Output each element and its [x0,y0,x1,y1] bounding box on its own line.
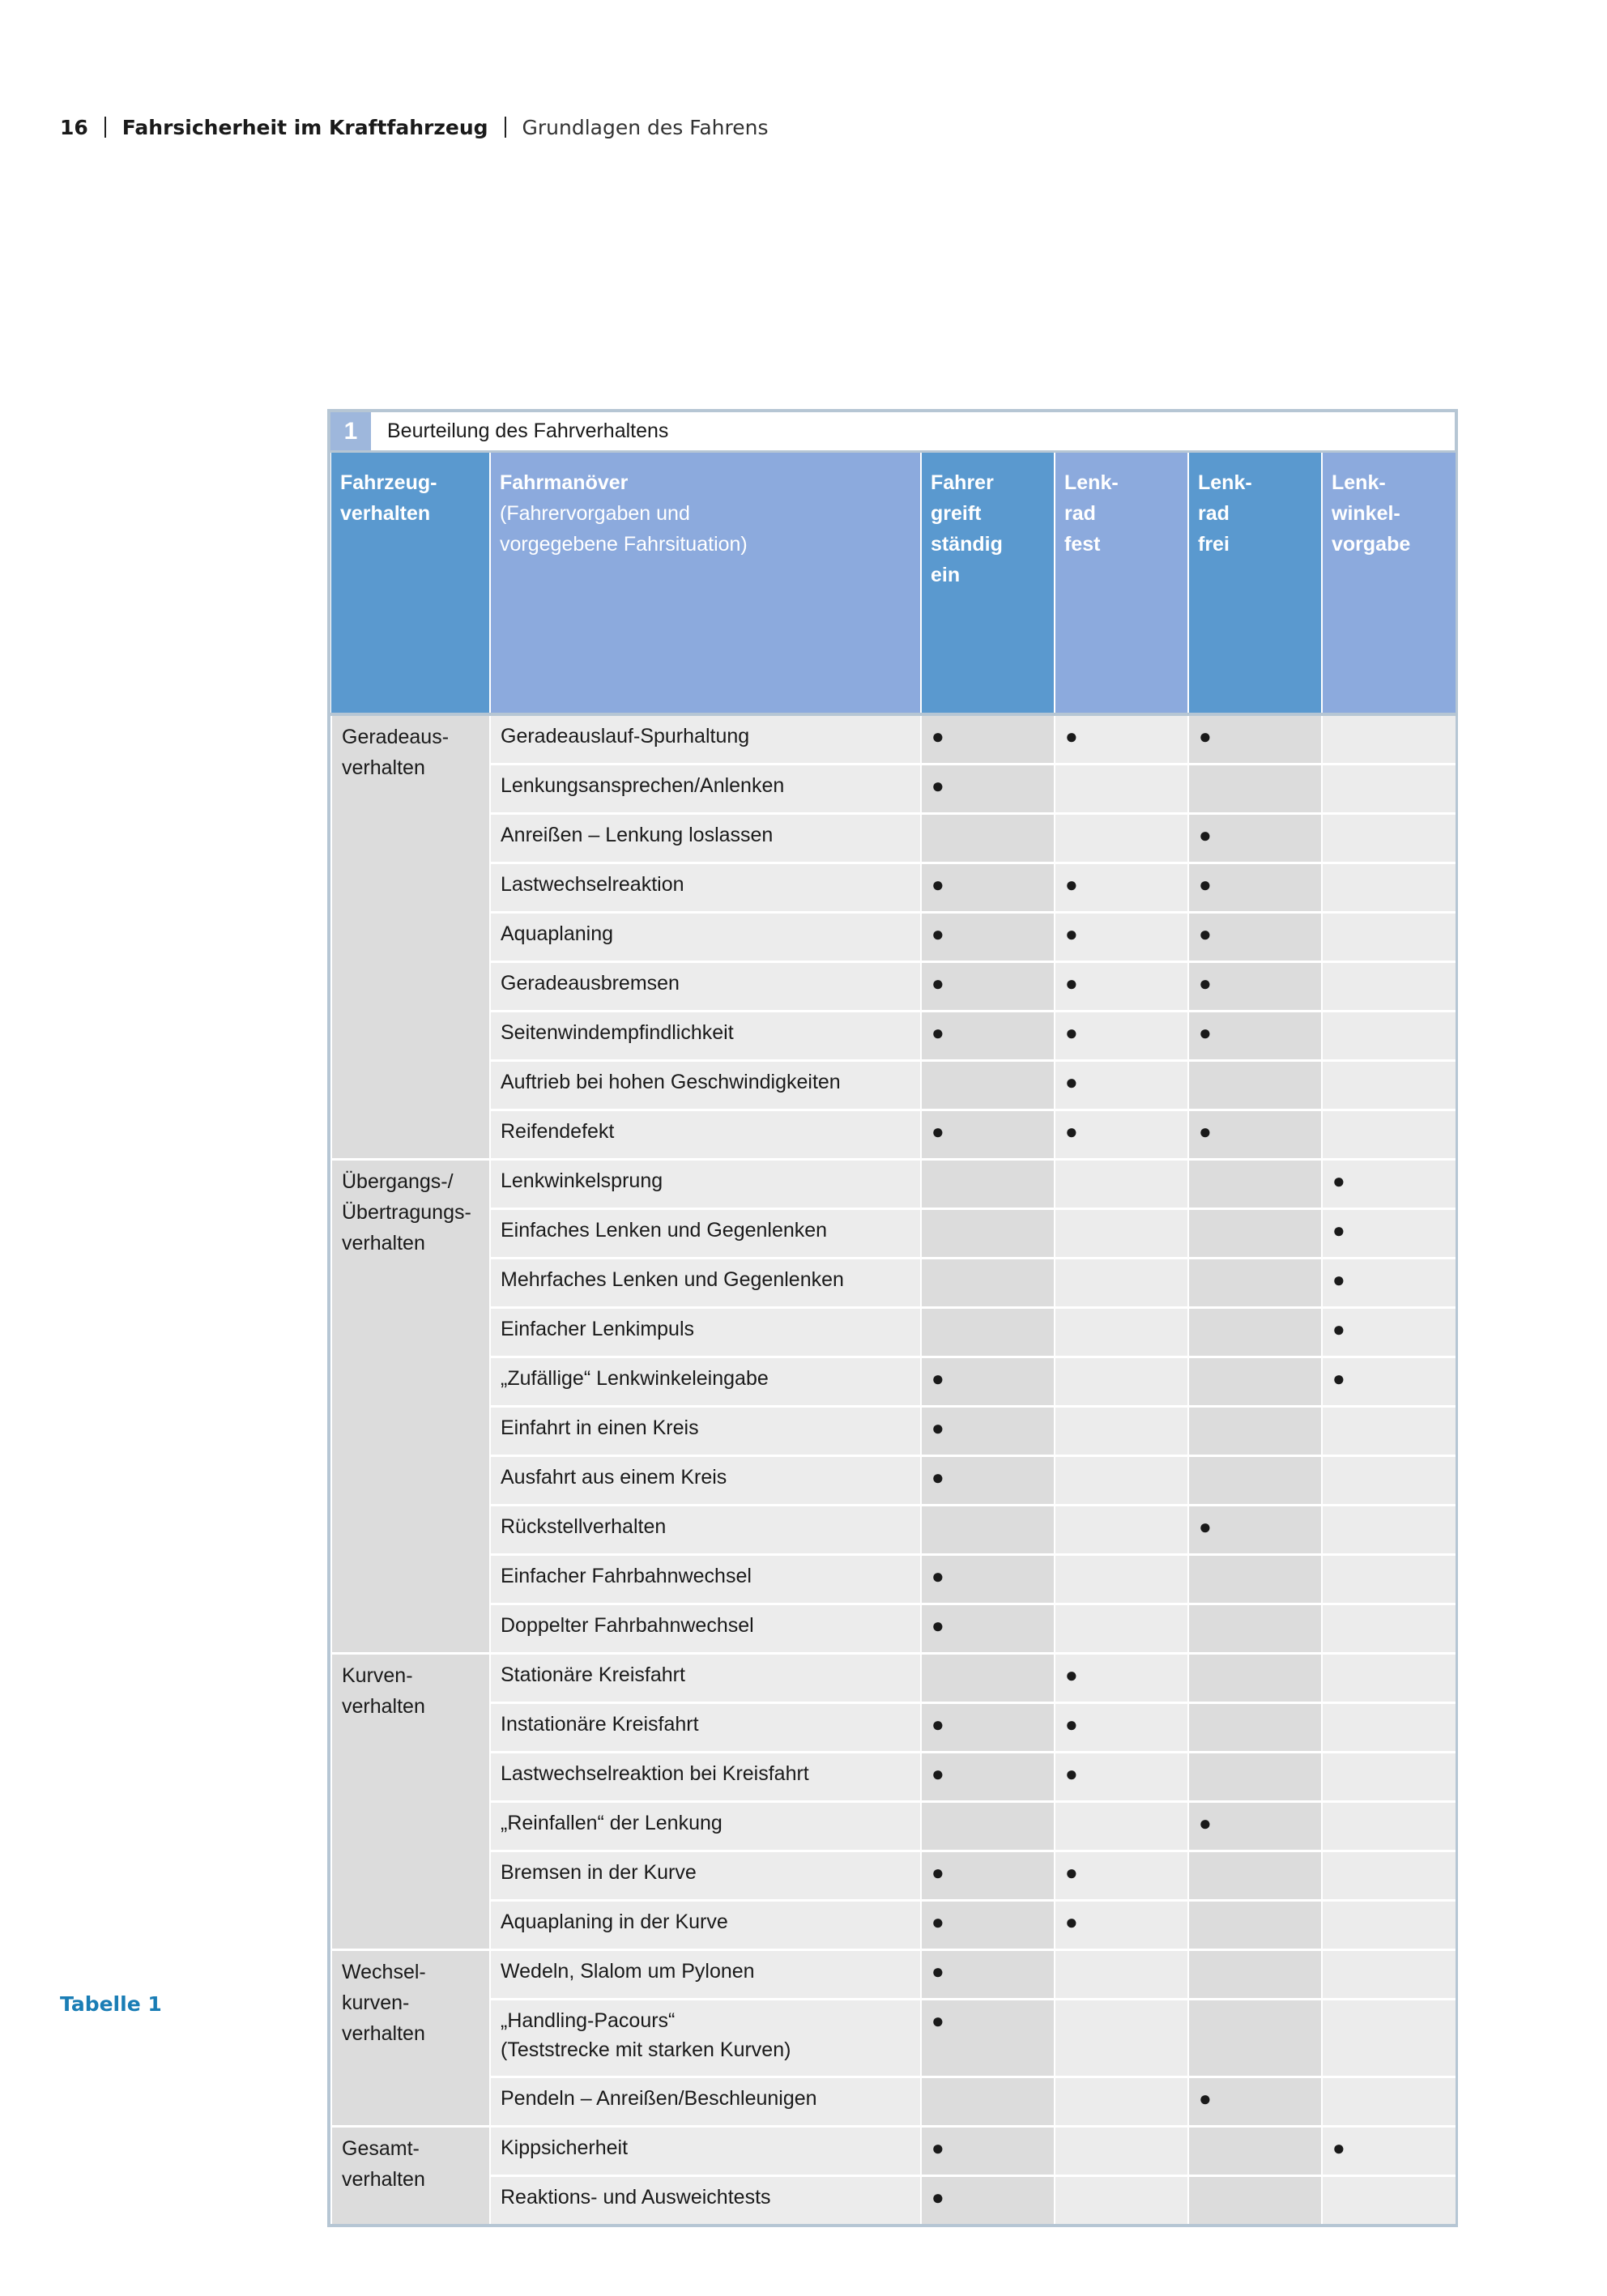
column-header-driver-intervenes: Fahrer greift ständig ein [921,453,1055,714]
group-label: Wechsel- kurven- verhalten [331,1950,490,2127]
mark-cell: ● [1055,913,1188,962]
mark-cell [1188,2176,1322,2225]
mark-cell: ● [921,1753,1055,1802]
mark-cell [1322,1604,1456,1654]
table-row [331,1012,1456,1061]
mark-cell: ● [1055,1753,1188,1802]
maneuver-cell: Einfaches Lenken und Gegenlenken [490,1209,921,1259]
mark-cell [1322,765,1456,814]
table-row [331,2000,1456,2077]
table-title: Beurteilung des Fahrverhaltens [387,420,669,442]
mark-cell [1188,1851,1322,1901]
mark-cell: ● [921,1604,1055,1654]
mark-cell [1188,1456,1322,1506]
mark-cell [1188,2127,1322,2176]
maneuver-cell: Lastwechselreaktion bei Kreisfahrt [490,1753,921,1802]
mark-cell: ● [1055,1901,1188,1950]
mark-cell: ● [1055,1703,1188,1753]
maneuver-cell: Instationäre Kreisfahrt [490,1703,921,1753]
mark-cell [1055,1209,1188,1259]
table-row [331,1308,1456,1357]
mark-cell: ● [921,2127,1055,2176]
maneuver-cell: Mehrfaches Lenken und Gegenlenken [490,1259,921,1308]
mark-cell [1188,1061,1322,1110]
maneuver-cell: Lenkungsansprechen/Anlenken [490,765,921,814]
header-row [331,453,1456,714]
maneuver-cell: Geradeausbremsen [490,962,921,1012]
mark-cell [1055,765,1188,814]
mark-cell [1188,1407,1322,1456]
mark-cell [1188,1357,1322,1407]
mark-cell [1322,1753,1456,1802]
mark-cell [1322,1555,1456,1604]
column-header-wheel-free: Lenk- rad frei [1188,453,1322,714]
mark-cell [1055,1950,1188,2000]
mark-cell: ● [1322,1308,1456,1357]
evaluation-table [327,409,1458,2227]
table-row [331,765,1456,814]
maneuver-cell: Reaktions- und Ausweichtests [490,2176,921,2225]
mark-cell [1055,814,1188,863]
table-row [331,814,1456,863]
mark-cell [1188,1901,1322,1950]
mark-cell: ● [921,714,1055,765]
table-row [331,913,1456,962]
mark-cell: ● [921,1901,1055,1950]
maneuver-cell: Einfahrt in einen Kreis [490,1407,921,1456]
mark-cell [1188,2000,1322,2077]
mark-cell: ● [1055,1851,1188,1901]
mark-cell [1055,2000,1188,2077]
mark-cell: ● [921,1555,1055,1604]
mark-cell: ● [1188,814,1322,863]
mark-cell: ● [1055,714,1188,765]
table-row [331,1259,1456,1308]
maneuver-cell: Seitenwindempfindlichkeit [490,1012,921,1061]
mark-cell [1055,1456,1188,1506]
maneuver-cell: Pendeln – Anreißen/Beschleunigen [490,2077,921,2127]
running-header [60,114,769,142]
maneuver-cell: Rückstellverhalten [490,1506,921,1555]
mark-cell [1322,962,1456,1012]
group-label: Kurven- verhalten [331,1654,490,1950]
mark-cell [1055,1407,1188,1456]
table-row [331,1802,1456,1851]
table-row [331,1901,1456,1950]
mark-cell [921,1259,1055,1308]
mark-cell [921,1308,1055,1357]
mark-cell [1188,1308,1322,1357]
mark-cell: ● [1322,1259,1456,1308]
table-row [331,1604,1456,1654]
table-row [331,714,1456,765]
mark-cell: ● [921,962,1055,1012]
mark-cell: ● [921,2176,1055,2225]
book-title: Fahrsicherheit im Kraftfahrzeug [121,116,488,139]
group-label: Geradeaus- verhalten [331,714,490,1160]
mark-cell: ● [921,863,1055,913]
mark-cell: ● [1055,1061,1188,1110]
mark-cell: ● [921,1407,1055,1456]
mark-cell [1322,1802,1456,1851]
mark-cell [921,2077,1055,2127]
mark-cell [1055,1555,1188,1604]
maneuver-cell: „Zufällige“ Lenkwinkeleingabe [490,1357,921,1407]
mark-cell: ● [1188,1110,1322,1160]
mark-cell [1322,1506,1456,1555]
table-row [331,1703,1456,1753]
mark-cell [921,1160,1055,1209]
column-header-vehicle-behaviour: Fahrzeug- verhalten [331,453,490,714]
mark-cell [921,1209,1055,1259]
group-label: Gesamt- verhalten [331,2127,490,2225]
mark-cell [1055,1308,1188,1357]
mark-cell: ● [921,1851,1055,1901]
table-row [331,2176,1456,2225]
table-row [331,1407,1456,1456]
mark-cell: ● [921,1110,1055,1160]
mark-cell [921,1654,1055,1703]
mark-cell [921,1061,1055,1110]
column-header-wheel-fixed: Lenk- rad fest [1055,453,1188,714]
mark-cell [1188,1753,1322,1802]
mark-cell: ● [1322,1357,1456,1407]
mark-cell [1188,1259,1322,1308]
table-row [331,2127,1456,2176]
column-header-maneuver: Fahrmanöver (Fahrervorgaben und vorgegebene Fahrsituation) [490,453,921,714]
mark-cell [1055,2127,1188,2176]
maneuver-cell: Geradeauslauf-Spurhaltung [490,714,921,765]
maneuver-cell: „Handling-Pacours“ (Teststrecke mit starken Kurven) [490,2000,921,2077]
table-row [331,1654,1456,1703]
mark-cell: ● [1188,962,1322,1012]
mark-cell: ● [921,913,1055,962]
mark-cell [1322,1654,1456,1703]
mark-cell [1055,1160,1188,1209]
column-header-steering-angle: Lenk- winkel- vorgabe [1322,453,1456,714]
mark-cell [1322,1901,1456,1950]
table-row [331,1456,1456,1506]
table-row [331,1950,1456,2000]
maneuver-cell: Lenkwinkelsprung [490,1160,921,1209]
mark-cell [1188,1654,1322,1703]
mark-cell: ● [1188,1506,1322,1555]
maneuver-cell: Doppelter Fahrbahnwechsel [490,1604,921,1654]
chapter-title: Grundlagen des Fahrens [522,116,769,139]
table-row [331,1160,1456,1209]
table-row [331,863,1456,913]
mark-cell [1322,2176,1456,2225]
mark-cell [1055,1802,1188,1851]
mark-cell: ● [1188,714,1322,765]
table-title-bar [330,412,1455,453]
mark-cell: ● [1055,1654,1188,1703]
mark-cell: ● [921,1357,1055,1407]
mark-cell: ● [921,1950,1055,2000]
table-row [331,2077,1456,2127]
mark-cell: ● [1055,863,1188,913]
maneuver-cell: Ausfahrt aus einem Kreis [490,1456,921,1506]
mark-cell: ● [1188,863,1322,913]
mark-cell [1055,1506,1188,1555]
mark-cell: ● [921,2000,1055,2077]
table-row [331,1506,1456,1555]
maneuver-cell: Anreißen – Lenkung loslassen [490,814,921,863]
table-row [331,1061,1456,1110]
mark-cell [1055,1357,1188,1407]
header-divider [505,117,506,138]
mark-cell [1188,1703,1322,1753]
mark-cell [1322,1456,1456,1506]
mark-cell [921,1506,1055,1555]
table-row [331,962,1456,1012]
table-caption: Tabelle 1 [60,1992,162,2016]
mark-cell [1055,2176,1188,2225]
mark-cell: ● [921,1012,1055,1061]
mark-cell [1188,765,1322,814]
mark-cell [1322,814,1456,863]
mark-cell: ● [1055,962,1188,1012]
mark-cell [1322,1851,1456,1901]
mark-cell: ● [1188,913,1322,962]
mark-cell [1322,1110,1456,1160]
maneuver-cell: Aquaplaning [490,913,921,962]
maneuver-cell: „Reinfallen“ der Lenkung [490,1802,921,1851]
mark-cell: ● [921,1703,1055,1753]
mark-cell [1322,714,1456,765]
group-label: Übergangs-/ Übertragungs- verhalten [331,1160,490,1654]
mark-cell [1188,1604,1322,1654]
mark-cell [921,1802,1055,1851]
mark-cell [1055,1604,1188,1654]
mark-cell [1322,1012,1456,1061]
maneuver-cell: Einfacher Fahrbahnwechsel [490,1555,921,1604]
mark-cell: ● [1055,1012,1188,1061]
maneuver-cell: Lastwechselreaktion [490,863,921,913]
mark-cell [1055,1259,1188,1308]
table-row [331,1555,1456,1604]
page-number: 16 [60,116,88,139]
mark-cell [1322,2077,1456,2127]
mark-cell: ● [1188,1012,1322,1061]
table-row [331,1851,1456,1901]
mark-cell: ● [1322,2127,1456,2176]
mark-cell [1322,1950,1456,2000]
maneuver-cell: Reifendefekt [490,1110,921,1160]
maneuver-cell: Auftrieb bei hohen Geschwindigkeiten [490,1061,921,1110]
maneuver-cell: Einfacher Lenkimpuls [490,1308,921,1357]
mark-cell [1322,863,1456,913]
table-row [331,1357,1456,1407]
table-number: 1 [330,412,371,450]
mark-cell: ● [1322,1209,1456,1259]
mark-cell [921,814,1055,863]
maneuver-cell: Kippsicherheit [490,2127,921,2176]
mark-cell: ● [1322,1160,1456,1209]
mark-cell [1188,1209,1322,1259]
mark-cell [1188,1555,1322,1604]
mark-cell [1322,2000,1456,2077]
mark-cell [1322,913,1456,962]
table-row [331,1209,1456,1259]
mark-cell [1322,1703,1456,1753]
mark-cell [1322,1407,1456,1456]
mark-cell [1055,2077,1188,2127]
maneuver-cell: Aquaplaning in der Kurve [490,1901,921,1950]
mark-cell: ● [1188,2077,1322,2127]
data-table [330,453,1456,2224]
mark-cell [1188,1950,1322,2000]
mark-cell [1188,1160,1322,1209]
maneuver-cell: Bremsen in der Kurve [490,1851,921,1901]
maneuver-cell: Stationäre Kreisfahrt [490,1654,921,1703]
mark-cell: ● [921,765,1055,814]
maneuver-cell: Wedeln, Slalom um Pylonen [490,1950,921,2000]
table-row [331,1110,1456,1160]
mark-cell: ● [1055,1110,1188,1160]
header-divider [104,117,106,138]
mark-cell [1322,1061,1456,1110]
mark-cell: ● [1188,1802,1322,1851]
table-row [331,1753,1456,1802]
mark-cell: ● [921,1456,1055,1506]
